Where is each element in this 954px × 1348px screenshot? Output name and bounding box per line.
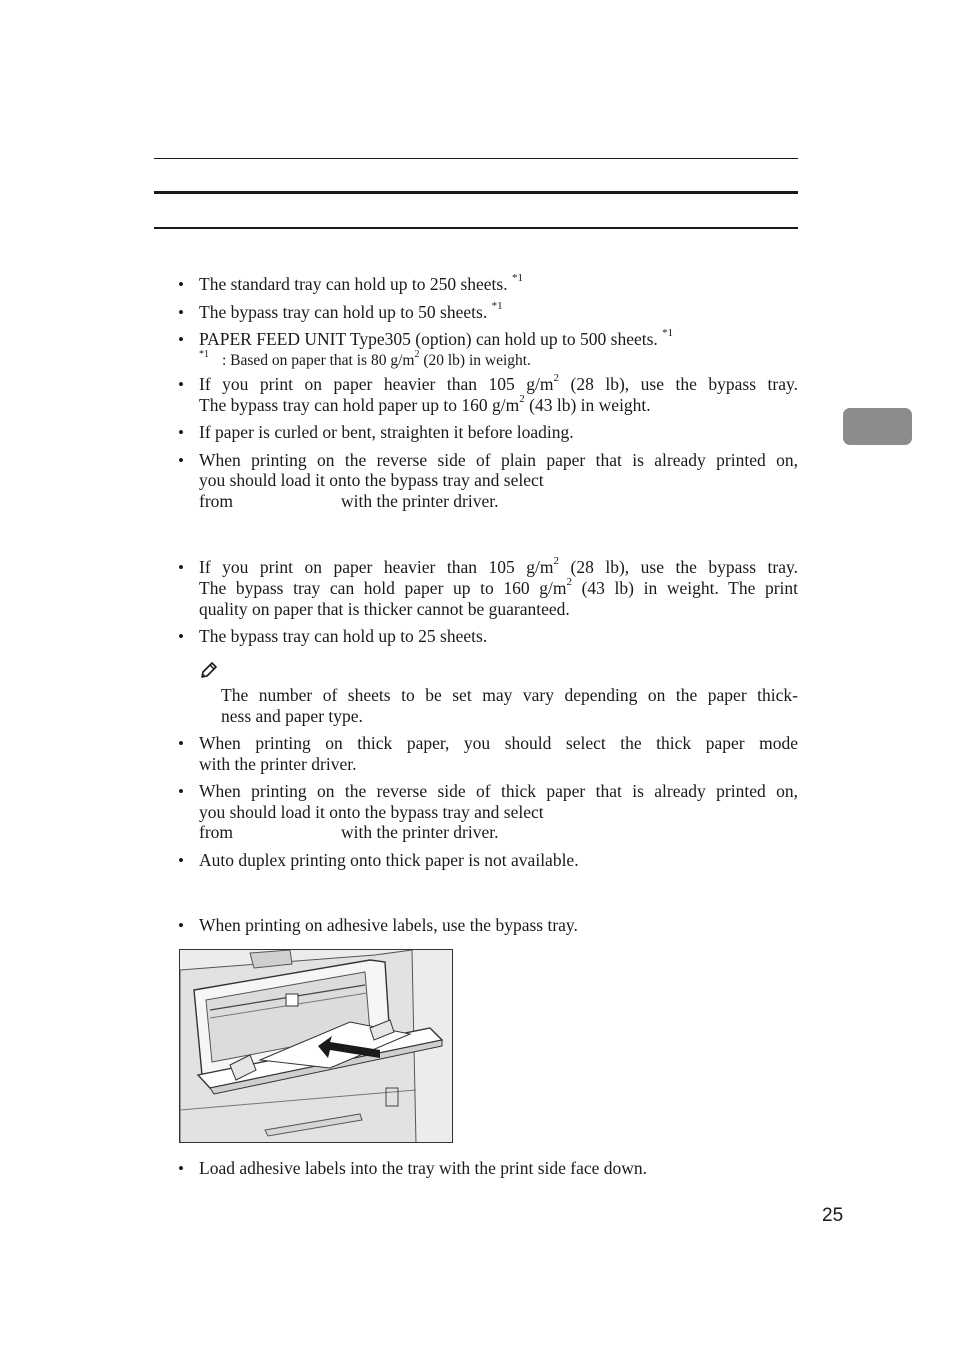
bullet-marker: • [178, 330, 184, 349]
bullet-marker: • [178, 423, 184, 442]
list-item: When printing on the reverse side of plain paper that is already printed on, [199, 450, 798, 470]
bullet-marker: • [178, 275, 184, 294]
bullet-marker: • [178, 558, 184, 577]
list-item-continuation: you should load it onto the bypass tray and select [199, 470, 544, 490]
bullet-marker: • [178, 375, 184, 394]
list-item: When printing on adhesive labels, use the bypass tray. [199, 915, 578, 935]
section-divider-bottom [154, 227, 798, 229]
bullet-marker: • [178, 782, 184, 801]
list-item: The bypass tray can hold up to 50 sheets. $^{*1}$ [199, 300, 503, 322]
list-item: PAPER FEED UNIT Type305 (option) can hold up to 500 sheets. $^{*1}$ [199, 327, 674, 349]
section-divider-thick [154, 191, 798, 194]
list-item-continuation: you should load it onto the bypass tray and select [199, 802, 544, 822]
list-item: When printing on thick paper, you should select the thick paper mode [199, 733, 798, 753]
list-item-continuation: with the printer driver. [199, 754, 357, 774]
list-item: If paper is curled or bent, straighten it before loading. [199, 422, 574, 442]
bullet-marker: • [178, 851, 184, 870]
list-item: When printing on the reverse side of thick paper that is already printed on, [199, 781, 798, 801]
list-item-continuation: The bypass tray can hold paper up to 160 $g/m^2$ (43 lb) in weight. [199, 393, 651, 415]
top-divider [154, 158, 798, 159]
bypass-tray-illustration [179, 949, 453, 1143]
list-item: Auto duplex printing onto thick paper is not available. [199, 850, 579, 870]
bullet-marker: • [178, 1159, 184, 1178]
pencil-note-icon [199, 660, 219, 680]
chapter-tab [843, 408, 912, 445]
bullet-marker: • [178, 916, 184, 935]
note-text: The number of sheets to be set may vary depending on the paper thick- [221, 685, 798, 705]
printer-bypass-tray-drawing [180, 950, 453, 1143]
list-item: If you print on paper heavier than 105 $g/m^2$ (28 lb), use the bypass tray. [199, 555, 798, 577]
footnote-mark: *1 [199, 348, 209, 360]
footnote: $^{*1}$ : Based on paper that is 80 $g/m^2$ (20 lb) in weight. [199, 348, 531, 369]
list-item: The standard tray can hold up to 250 sheets. $^{*1}$ [199, 272, 523, 294]
note-text-continuation: ness and paper type. [221, 706, 363, 726]
list-item: Load adhesive labels into the tray with the print side face down. [199, 1158, 648, 1178]
list-item-continuation: The bypass tray can hold paper up to 160 $g/m^2$ (43 lb) in weight. The print [199, 576, 799, 598]
list-item-continuation: quality on paper that is thicker cannot be guaranteed. [199, 599, 570, 619]
bullet-marker: • [178, 451, 184, 470]
list-item-continuation: from with the printer driver. [199, 491, 499, 511]
bullet-marker: • [178, 627, 184, 646]
list-item: If you print on paper heavier than 105 $g/m^2$ (28 lb), use the bypass tray. [199, 372, 798, 394]
bullet-marker: • [178, 734, 184, 753]
page-number: 25 [822, 1205, 844, 1226]
list-item-continuation: from with the printer driver. [199, 822, 499, 842]
bullet-marker: • [178, 303, 184, 322]
list-item: The bypass tray can hold up to 25 sheets. [199, 626, 488, 646]
